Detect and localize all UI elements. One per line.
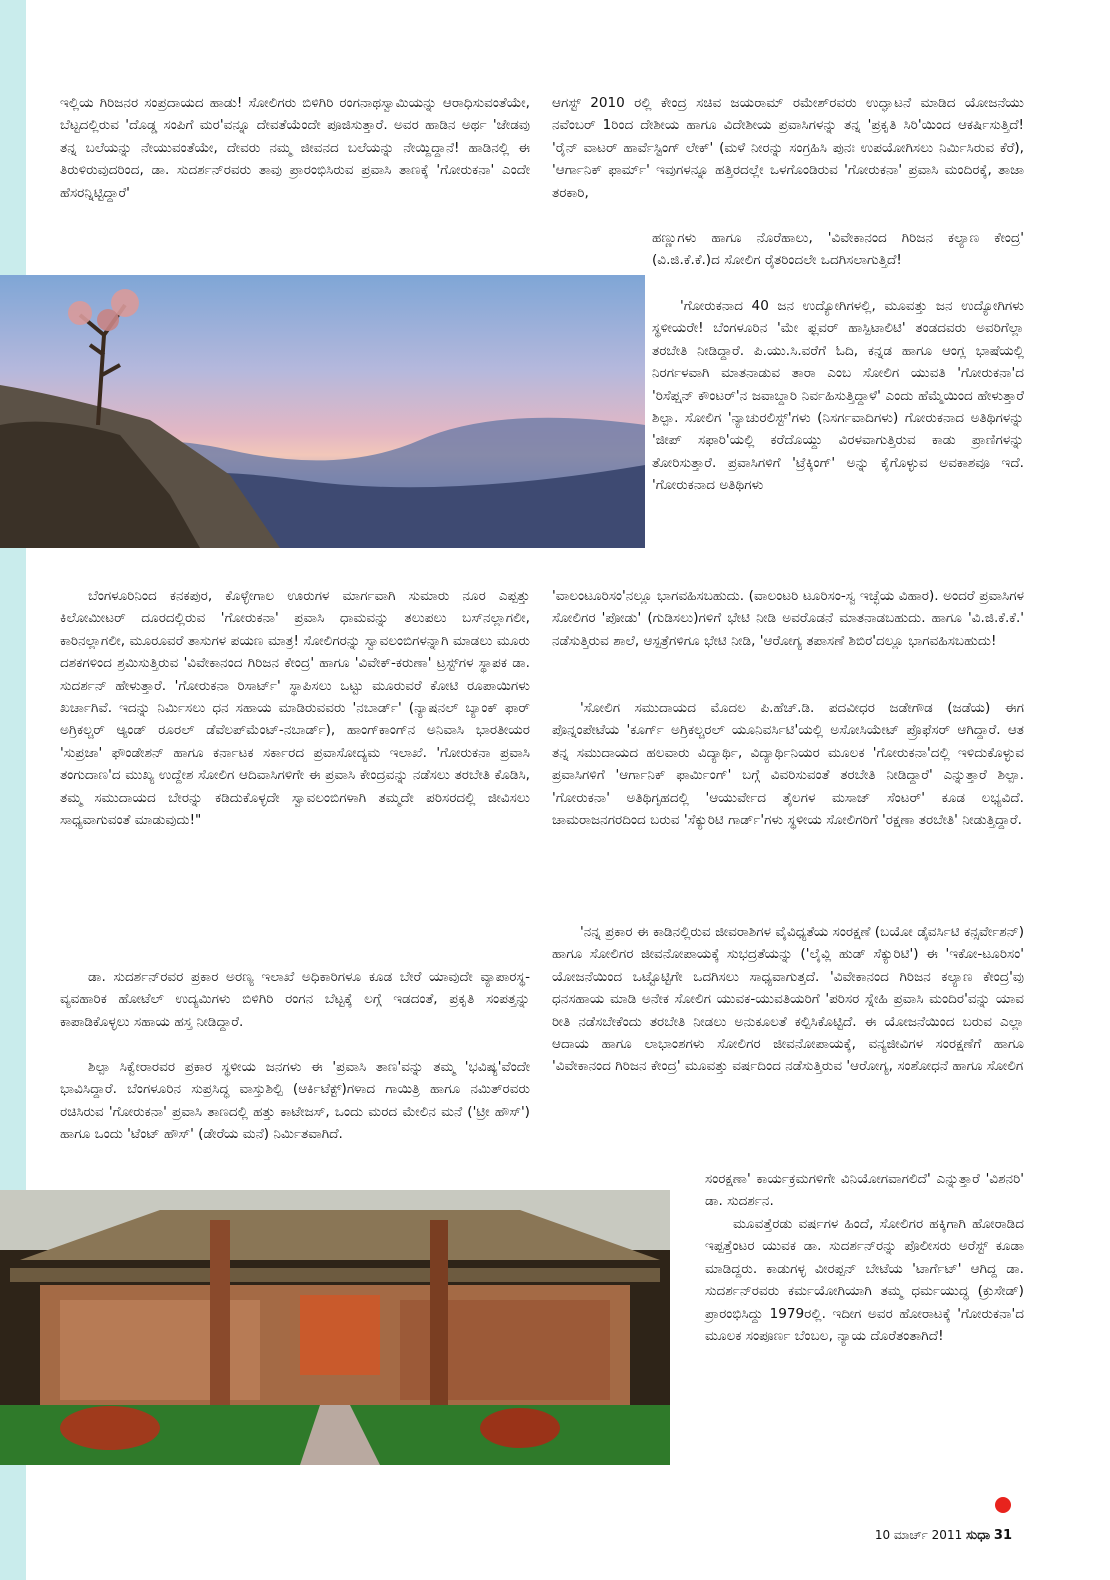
footer-magazine: ಸುಧಾ xyxy=(966,1528,991,1543)
end-mark-dot xyxy=(995,1497,1011,1513)
col2-paragraph-4a: 'ನನ್ನ ಪ್ರಕಾರ ಈ ಕಾಡಿನಲ್ಲಿರುವ ಜೀವರಾಶಿಗಳ ವೈವಿಧ್ಯತೆಯ ಸಂರಕ್ಷಣೆ (ಬಯೋ ಡೈವರ್ಸಿಟಿ ಕನ್ಸರ್ವೇಶನ್) ಹಾಗೂ ಸೋಲಿಗರ ಜೀವನೋಪಾಯಕ್ಕೆ ಸುಭದ್ರತೆಯನ್ನು ('ಲೈವ್ಲಿ ಹುಡ್ ಸೆಕ್ಯುರಿಟಿ') ಈ 'ಇಕೋ-ಟೂರಿಸಂ' ಯೋಜನೆಯಿಂದ ಒಟ್ಟೊಟ್ಟಿಗೇ ಒದಗಿಸಲು ಸಾಧ್ಯವಾಗುತ್ತದೆ. 'ವಿವೇಕಾನಂದ ಗಿರಿಜನ ಕಲ್ಯಾಣ ಕೇಂದ್ರ'ವು ಧನಸಹಾಯ ಮಾಡಿ ಅನೇಕ ಸೋಲಿಗ ಯುವಕ-ಯುವತಿಯರಿಗೆ 'ಪರಿಸರ ಸ್ನೇಹಿ ಪ್ರವಾಸಿ ಮಂದಿರ'ವನ್ನು ಯಾವ ರೀತಿ ನಡೆಸಬೇಕೆಂದು ತರಬೇತಿ ನೀಡಲು ಅನುಕೂಲತೆ ಕಲ್ಪಿಸಿಕೊಟ್ಟಿದೆ. ಈ ಯೋಜನೆಯಿಂದ ಬರುವ ಎಲ್ಲಾ ಆದಾಯ ಹಾಗೂ ಲಾಭಾಂಶಗಳು ಸೋಲಿಗರ ಜೀವನೋಪಾಯಕ್ಕೆ, ವನ್ಯಜೀವಿಗಳ ಸಂರಕ್ಷಣೆಗೆ ಹಾಗೂ 'ವಿವೇಕಾನಂದ ಗಿರಿಜನ ಕೇಂದ್ರ' ಮೂವತ್ತು ವರ್ಷದಿಂದ ನಡೆಸುತ್ತಿರುವ 'ಆರೋಗ್ಯ, ಸಂಶೋಧನೆ ಹಾಗೂ ಸೋಲಿಗ xyxy=(552,924,1024,1075)
col1-paragraph-2: ಬೆಂಗಳೂರಿನಿಂದ ಕನಕಪುರ, ಕೊಳ್ಳೇಗಾಲ ಊರುಗಳ ಮಾರ್ಗವಾಗಿ ಸುಮಾರು ನೂರ ಎಪ್ಪತ್ತು ಕಿಲೋಮೀಟರ್ ದೂರದಲ್ಲಿರುವ 'ಗೋರುಕನಾ' ಪ್ರವಾಸಿ ಧಾಮವನ್ನು ತಲುಪಲು ಬಸ್‌ನಲ್ಲಾಗಲೀ, ಕಾರಿನಲ್ಲಾಗಲೀ, ಮೂರೂವರೆ ತಾಸುಗಳ ಪಯಣ ಮಾತ್ರ! ಸೋಲಿಗರನ್ನು ಸ್ವಾವಲಂಬಿಗಳನ್ನಾಗಿ ಮಾಡಲು ಮೂರು ದಶಕಗಳಿಂದ ಶ್ರಮಿಸುತ್ತಿರುವ 'ವಿವೇಕಾನಂದ ಗಿರಿಜನ ಕೇಂದ್ರ' ಹಾಗೂ 'ವಿವೇಕ್-ಕರುಣಾ' ಟ್ರಸ್ಟ್‌ಗಳ ಸ್ಥಾಪಕ ಡಾ. ಸುದರ್ಶನ್ ಹೇಳುತ್ತಾರೆ. 'ಗೋರುಕನಾ ರಿಸಾರ್ಟ್' ಸ್ಥಾಪಿಸಲು ಒಟ್ಟು ಮೂರುವರೆ ಕೋಟಿ ರೂಪಾಯಿಗಳು ಖರ್ಚಾಗಿವೆ. ಇದನ್ನು ನಿರ್ಮಿಸಲು ಧನ ಸಹಾಯ ಮಾಡಿರುವವರು 'ನಬಾರ್ಡ್' (ನ್ಯಾಷನಲ್ ಬ್ಯಾಂಕ್ ಫಾರ್ ಅಗ್ರಿಕಲ್ಚರ್ ಆ್ಯಂಡ್ ರೂರಲ್ ಡೆವೆಲಪ್‌ಮೆಂಟ್-ನಬಾರ್ಡ್), ಹಾಂಗ್‌ಕಾಂಗ್‌ನ ಅನಿವಾಸಿ ಭಾರತೀಯರ 'ಸುಪ್ರಜಾ' ಫೌಂಡೇಶನ್ ಹಾಗೂ ಕರ್ನಾಟಕ ಸರ್ಕಾರದ ಪ್ರವಾಸೋದ್ಯಮ ಇಲಾಖೆ. 'ಗೋರುಕನಾ ಪ್ರವಾಸಿ ತಂಗುದಾಣ'ದ ಮುಖ್ಯ ಉದ್ದೇಶ ಸೋಲಿಗ ಆದಿವಾಸಿಗಳಿಗೇ ಈ ಪ್ರವಾಸಿ ಕೇಂದ್ರವನ್ನು ನಡೆಸಲು ತರಬೇತಿ ಕೊಡಿಸಿ, ತಮ್ಮ ಸಮುದಾಯದ ಬೇರನ್ನು ಕಡಿದುಕೊಳ್ಳದೇ ಸ್ವಾವಲಂಬಿಗಳಾಗಿ ತಮ್ಮದೇ ಪರಿಸರದಲ್ಲಿ ಜೀವಿಸಲು ಸಾಧ್ಯವಾಗುವಂತೆ ಮಾಡುವುದು!" xyxy=(60,588,530,829)
cottage-illustration xyxy=(0,1190,670,1465)
cottage-photo xyxy=(0,1190,670,1465)
col2-paragraph-3: 'ಸೋಲಿಗ ಸಮುದಾಯದ ಮೊದಲ ಪಿ.ಹೆಚ್.ಡಿ. ಪದವೀಧರ ಜಡೇಗೌಡ (ಜಡೆಯ) ಈಗ ಪೊನ್ನಂಪೇಟೆಯ 'ಕೂರ್ಗ್ ಅಗ್ರಿಕಲ್ಚರಲ್ ಯೂನಿವರ್ಸಿಟಿ'ಯಲ್ಲಿ ಅಸೋಸಿಯೇಟ್ ಪ್ರೊಫೆಸರ್ ಆಗಿದ್ದಾರೆ. ಆತ ತನ್ನ ಸಮುದಾಯದ ಹಲವಾರು ವಿದ್ಯಾರ್ಥಿ, ವಿದ್ಯಾರ್ಥಿನಿಯರ ಮೂಲಕ 'ಗೋರುಕನಾ'ದಲ್ಲಿ ಇಳಿದುಕೊಳ್ಳುವ ಪ್ರವಾಸಿಗಳಿಗೆ 'ಆರ್ಗಾನಿಕ್ ಫಾರ್ಮಿಂಗ್' ಬಗ್ಗೆ ವಿವರಿಸುವಂತೆ ತರಬೇತಿ ನೀಡಿದ್ದಾರೆ' ಎನ್ನುತ್ತಾರೆ ಶಿಲ್ಪಾ. 'ಗೋರುಕನಾ' ಅತಿಥಿಗೃಹದಲ್ಲಿ 'ಆಯುರ್ವೇದ ತೈಲಗಳ ಮಸಾಜ್ ಸೆಂಟರ್' ಕೂಡ ಲಭ್ಯವಿದೆ. ಚಾಮರಾಜನಗರದಿಂದ ಬರುವ 'ಸೆಕ್ಯುರಿಟಿ ಗಾರ್ಡ್'ಗಳು ಸ್ಥಳೀಯ ಸೋಲಿಗರಿಗೆ 'ರಕ್ಷಣಾ ತರಬೇತಿ' ನೀಡುತ್ತಿದ್ದಾರೆ. xyxy=(552,700,1024,829)
col2-paragraph-4b: ಸಂರಕ್ಷಣಾ' ಕಾರ್ಯಕ್ರಮಗಳಿಗೇ ವಿನಿಯೋಗವಾಗಲಿದೆ' ಎನ್ನುತ್ತಾರೆ 'ವಿಶನರಿ' ಡಾ. ಸುದರ್ಶನ. xyxy=(705,1171,1024,1210)
mountain-sunrise-photo xyxy=(0,275,645,548)
col2-paragraph-1a: ಆಗಸ್ಟ್ 2010 ರಲ್ಲಿ ಕೇಂದ್ರ ಸಚಿವ ಜಯರಾಮ್ ರಮೇಶ್‌ರವರು ಉದ್ಘಾಟನೆ ಮಾಡಿದ ಯೋಜನೆಯು ನವೆಂಬರ್ 1ರಿಂದ ದೇಶೀಯ ಹಾಗೂ ವಿದೇಶೀಯ ಪ್ರವಾಸಿಗಳನ್ನು ತನ್ನ 'ಪ್ರಕೃತಿ ಸಿರಿ'ಯಿಂದ ಆಕರ್ಷಿಸುತ್ತಿದೆ! 'ರೈನ್ ವಾಟರ್ ಹಾರ್ವೆಸ್ಟಿಂಗ್ ಲೇಕ್' (ಮಳೆ ನೀರನ್ನು ಸಂಗ್ರಹಿಸಿ ಪುನಃ ಉಪಯೋಗಿಸಲು ನಿರ್ಮಿಸಿರುವ ಕೆರೆ), 'ಆರ್ಗಾನಿಕ್ ಫಾರ್ಮ್' ಇವುಗಳನ್ನೂ ಹತ್ತಿರದಲ್ಲೇ ಒಳಗೊಂಡಿರುವ 'ಗೋರುಕನಾ' ಪ್ರವಾಸಿ ಮಂದಿರಕ್ಕೆ, ತಾಜಾ ತರಕಾರಿ, xyxy=(552,95,1024,201)
col1-paragraph-3: ಡಾ. ಸುದರ್ಶನ್‌ರವರ ಪ್ರಕಾರ ಅರಣ್ಯ ಇಲಾಖೆ ಅಧಿಕಾರಿಗಳೂ ಕೂಡ ಬೇರೆ ಯಾವುದೇ ವ್ಯಾಪಾರಸ್ಥ-ವ್ಯವಹಾರಿಕ ಹೋಟೆಲ್ ಉದ್ಯಮಿಗಳು ಬಿಳಿಗಿರಿ ರಂಗನ ಬೆಟ್ಟಕ್ಕೆ ಲಗ್ಗೆ ಇಡದಂತೆ, ಪ್ರಕೃತಿ ಸಂಪತ್ತನ್ನು ಕಾಪಾಡಿಕೊಳ್ಳಲು ಸಹಾಯ ಹಸ್ತ ನೀಡಿದ್ದಾರೆ. xyxy=(60,969,530,1030)
col1-paragraph-4: ಶಿಲ್ಪಾ ಸಿಕ್ವೇರಾರವರ ಪ್ರಕಾರ ಸ್ಥಳೀಯ ಜನಗಳು ಈ 'ಪ್ರವಾಸಿ ತಾಣ'ವನ್ನು ತಮ್ಮ 'ಭವಿಷ್ಯ'ವೆಂದೇ ಭಾವಿಸಿದ್ದಾರೆ. ಬೆಂಗಳೂರಿನ ಸುಪ್ರಸಿದ್ಧ ವಾಸ್ತುಶಿಲ್ಪಿ (ಆರ್ಕಿಟೆಕ್ಟ್)ಗಳಾದ ಗಾಯಿತ್ರಿ ಹಾಗೂ ನಮಿತ್‌ರವರು ರಚಿಸಿರುವ 'ಗೋರುಕನಾ' ಪ್ರವಾಸಿ ತಾಣದಲ್ಲಿ ಹತ್ತು ಕಾಟೇಜಸ್, ಒಂದು ಮರದ ಮೇಲಿನ ಮನೆ ('ಟ್ರೀ ಹೌಸ್') ಹಾಗೂ ಒಂದು 'ಟೆಂಟ್ ಹೌಸ್' (ಡೇರೆಯ ಮನೆ) ನಿರ್ಮಿತವಾಗಿದೆ. xyxy=(60,1059,530,1143)
footer-date: 10 ಮಾರ್ಚ್ 2011 xyxy=(874,1528,963,1542)
col2-paragraph-2b: 'ವಾಲಂಟೂರಿಸಂ'ನಲ್ಲೂ ಭಾಗವಹಿಸಬಹುದು. (ವಾಲಂಟರಿ ಟೂರಿಸಂ-ಸ್ವ ಇಚ್ಛೆಯ ವಿಹಾರ). ಅಂದರೆ ಪ್ರವಾಸಿಗಳ ಸೋಲಿಗರ 'ಪೋಡು' (ಗುಡಿಸಲು)ಗಳಿಗೆ ಭೇಟಿ ನೀಡಿ ಅವರೊಡನೆ ಮಾತನಾಡಬಹುದು. ಹಾಗೂ 'ವಿ.ಜಿ.ಕೆ.ಕೆ.' ನಡೆಸುತ್ತಿರುವ ಶಾಲೆ, ಆಸ್ಪತ್ರೆಗಳಿಗೂ ಭೇಟಿ ನೀಡಿ, 'ಆರೋಗ್ಯ ತಪಾಸಣೆ ಶಿಬಿರ'ದಲ್ಲೂ ಭಾಗವಹಿಸಬಹುದು! xyxy=(552,588,1024,649)
col1-paragraph-1: ಇಲ್ಲಿಯ ಗಿರಿಜನರ ಸಂಪ್ರದಾಯದ ಹಾಡು! ಸೋಲಿಗರು ಬಿಳಿಗಿರಿ ರಂಗನಾಥಸ್ವಾಮಿಯನ್ನು ಆರಾಧಿಸುವಂತೆಯೇ, ಬೆಟ್ಟದಲ್ಲಿರುವ 'ದೊಡ್ಡ ಸಂಪಿಗೆ ಮರ'ವನ್ನೂ ದೇವತೆಯೆಂದೇ ಪೂಜಿಸುತ್ತಾರೆ. ಅವರ ಹಾಡಿನ ಅರ್ಥ 'ಜೇಡವು ತನ್ನ ಬಲೆಯನ್ನು ನೇಯುವಂತೆಯೇ, ದೇವರು ನಮ್ಮ ಜೀವನದ ಬಲೆಯನ್ನು ನೇಯ್ದಿದ್ದಾನೆ! ಹಾಡಿನಲ್ಲಿ ಈ ತಿರುಳಿರುವುದರಿಂದ, ಡಾ. ಸುದರ್ಶನ್‌ರವರು ತಾವು ಪ್ರಾರಂಭಿಸಿರುವ ಪ್ರವಾಸಿ ತಾಣಕ್ಕೆ 'ಗೋರುಕನಾ' ಎಂದೇ ಹೆಸರನ್ನಿಟ್ಟಿದ್ದಾರೆ' xyxy=(60,95,530,201)
col2-paragraph-2a: 'ಗೋರುಕನಾದ 40 ಜನ ಉದ್ಯೋಗಿಗಳಲ್ಲಿ, ಮೂವತ್ತು ಜನ ಉದ್ಯೋಗಿಗಳು ಸ್ಥಳೀಯರೇ! ಬೆಂಗಳೂರಿನ 'ಮೇ ಫ್ಲವರ್ ಹಾಸ್ಪಿಟಾಲಿಟಿ' ತಂಡದವರು ಅವರಿಗೆಲ್ಲಾ ತರಬೇತಿ ನೀಡಿದ್ದಾರೆ. ಪಿ.ಯು.ಸಿ.ವರೆಗೆ ಓದಿ, ಕನ್ನಡ ಹಾಗೂ ಆಂಗ್ಲ ಭಾಷೆಯಲ್ಲಿ ನಿರರ್ಗಳವಾಗಿ ಮಾತನಾಡುವ ತಾರಾ ಎಂಬ ಸೋಲಿಗ ಯುವತಿ 'ಗೋರುಕನಾ'ದ 'ರಿಸೆಪ್ಷನ್ ಕೌಂಟರ್'ನ ಜವಾಬ್ದಾರಿ ನಿರ್ವಹಿಸುತ್ತಿದ್ದಾಳೆ' ಎಂದು ಹೆಮ್ಮೆಯಿಂದ ಹೇಳುತ್ತಾರೆ ಶಿಲ್ಪಾ. ಸೋಲಿಗ 'ನ್ಯಾಚುರಲಿಸ್ಟ್'ಗಳು (ನಿಸರ್ಗವಾದಿಗಳು) ಗೋರುಕನಾದ ಅತಿಥಿಗಳನ್ನು 'ಜೀಪ್ ಸಫಾರಿ'ಯಲ್ಲಿ ಕರೆದೊಯ್ದು ವಿರಳವಾಗುತ್ತಿರುವ ಕಾಡು ಪ್ರಾಣಿಗಳನ್ನು ತೋರಿಸುತ್ತಾರೆ. ಪ್ರವಾಸಿಗಳಿಗೆ 'ಟ್ರೆಕ್ಕಿಂಗ್' ಅನ್ನು ಕೈಗೊಳ್ಳುವ ಅವಕಾಶವೂ ಇದೆ. 'ಗೋರುಕನಾದ ಅತಿಥಿಗಳು xyxy=(652,298,1024,494)
col2-paragraph-5: ಮೂವತ್ತೆರಡು ವರ್ಷಗಳ ಹಿಂದೆ, ಸೋಲಿಗರ ಹಕ್ಕಿಗಾಗಿ ಹೋರಾಡಿದ ಇಪ್ಪತ್ತೆಂಟರ ಯುವಕ ಡಾ. ಸುದರ್ಶನ್‌ರನ್ನು ಪೊಲೀಸರು ಅರೆಸ್ಟ್ ಕೂಡಾ ಮಾಡಿದ್ದರು. ಕಾಡುಗಳ್ಳ ವೀರಪ್ಪನ್‌ ಬೇಟೆಯ 'ಟಾರ್ಗೆಟ್' ಆಗಿದ್ದ ಡಾ. ಸುದರ್ಶನ್‌ರವರು ಕರ್ಮಯೋಗಿಯಾಗಿ ತಮ್ಮ ಧರ್ಮಯುದ್ಧ (ಕ್ರುಸೇಡ್) ಪ್ರಾರಂಭಿಸಿದ್ದು 1979ರಲ್ಲಿ. ಇದೀಗ ಅವರ ಹೋರಾಟಕ್ಕೆ 'ಗೋರುಕನಾ'ದ ಮೂಲಕ ಸಂಪೂರ್ಣ ಬೆಂಬಲ, ನ್ಯಾಯ ದೊರೆತಂತಾಗಿದೆ! xyxy=(705,1216,1024,1345)
col2-paragraph-1b: ಹಣ್ಣುಗಳು ಹಾಗೂ ನೊರೆಹಾಲು, 'ವಿವೇಕಾನಂದ ಗಿರಿಜನ ಕಲ್ಯಾಣ ಕೇಂದ್ರ' (ವಿ.ಜಿ.ಕೆ.ಕೆ.)ದ ಸೋಲಿಗ ರೈತರಿಂದಲೇ ಒದಗಿಸಲಾಗುತ್ತಿದೆ! xyxy=(652,230,1024,269)
footer-page-number: 31 xyxy=(993,1528,1012,1543)
mountain-sunrise-illustration xyxy=(0,275,645,548)
page-footer xyxy=(875,1528,1012,1543)
